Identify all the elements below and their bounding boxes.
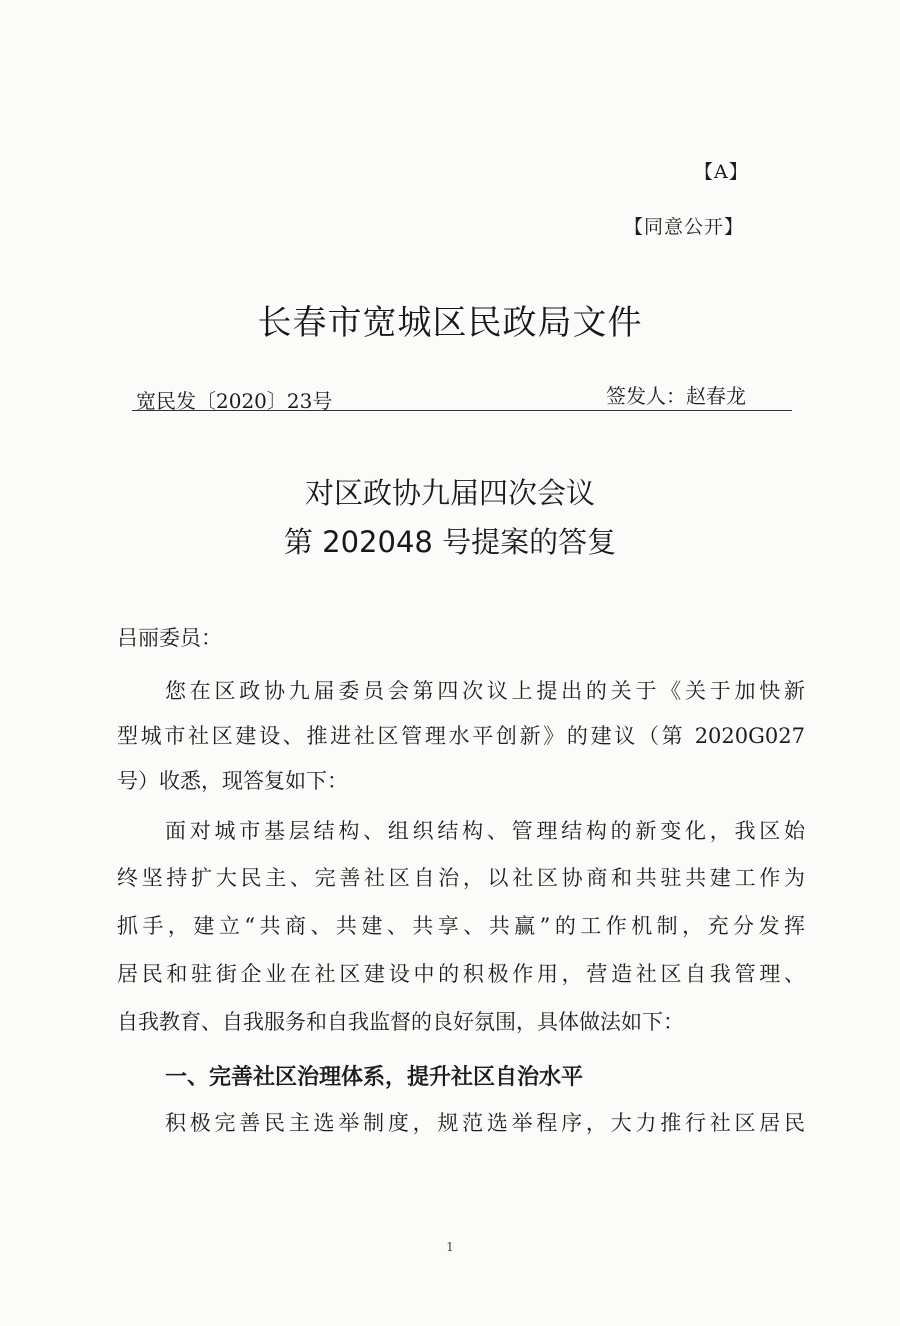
body-line: 终坚持扩大民主、完善社区自治，以社区协商和共驻共建工作为 bbox=[117, 866, 805, 890]
classification-tag: 【A】 bbox=[694, 161, 749, 183]
section-heading: 一、完善社区治理体系，提升社区自治水平 bbox=[165, 1065, 584, 1090]
disclosure-tag: 【同意公开】 bbox=[624, 216, 745, 238]
reply-title-line-1: 对区政协九届四次会议 bbox=[304, 476, 595, 510]
header-divider bbox=[132, 410, 792, 411]
document-issuer-title: 长春市宽城区民政局文件 bbox=[257, 303, 643, 343]
body-line: 面对城市基层结构、组织结构、管理结构的新变化，我区始 bbox=[165, 819, 805, 843]
document-number: 宽民发〔2020〕23号 bbox=[136, 389, 333, 413]
body-line: 型城市社区建设、推进社区管理水平创新》的建议（第 2020G027 bbox=[117, 724, 805, 748]
body-line: 居民和驻街企业在社区建设中的积极作用，营造社区自我管理、 bbox=[117, 962, 805, 986]
body-line: 积极完善民主选举制度，规范选举程序，大力推行社区居民 bbox=[165, 1111, 805, 1135]
body-line: 抓手，建立“共商、共建、共享、共赢”的工作机制，充分发挥 bbox=[117, 914, 805, 938]
page-number: 1 bbox=[446, 1240, 454, 1254]
body-line: 您在区政协九届委员会第四次议上提出的关于《关于加快新 bbox=[165, 679, 805, 703]
signer: 签发人：赵春龙 bbox=[606, 384, 746, 408]
salutation: 吕丽委员： bbox=[117, 626, 222, 650]
body-line: 号）收悉，现答复如下： bbox=[117, 769, 348, 793]
body-line: 自我教育、自我服务和自我监督的良好氛围，具体做法如下： bbox=[117, 1010, 684, 1034]
reply-title-line-2: 第 202048 号提案的答复 bbox=[283, 525, 617, 559]
